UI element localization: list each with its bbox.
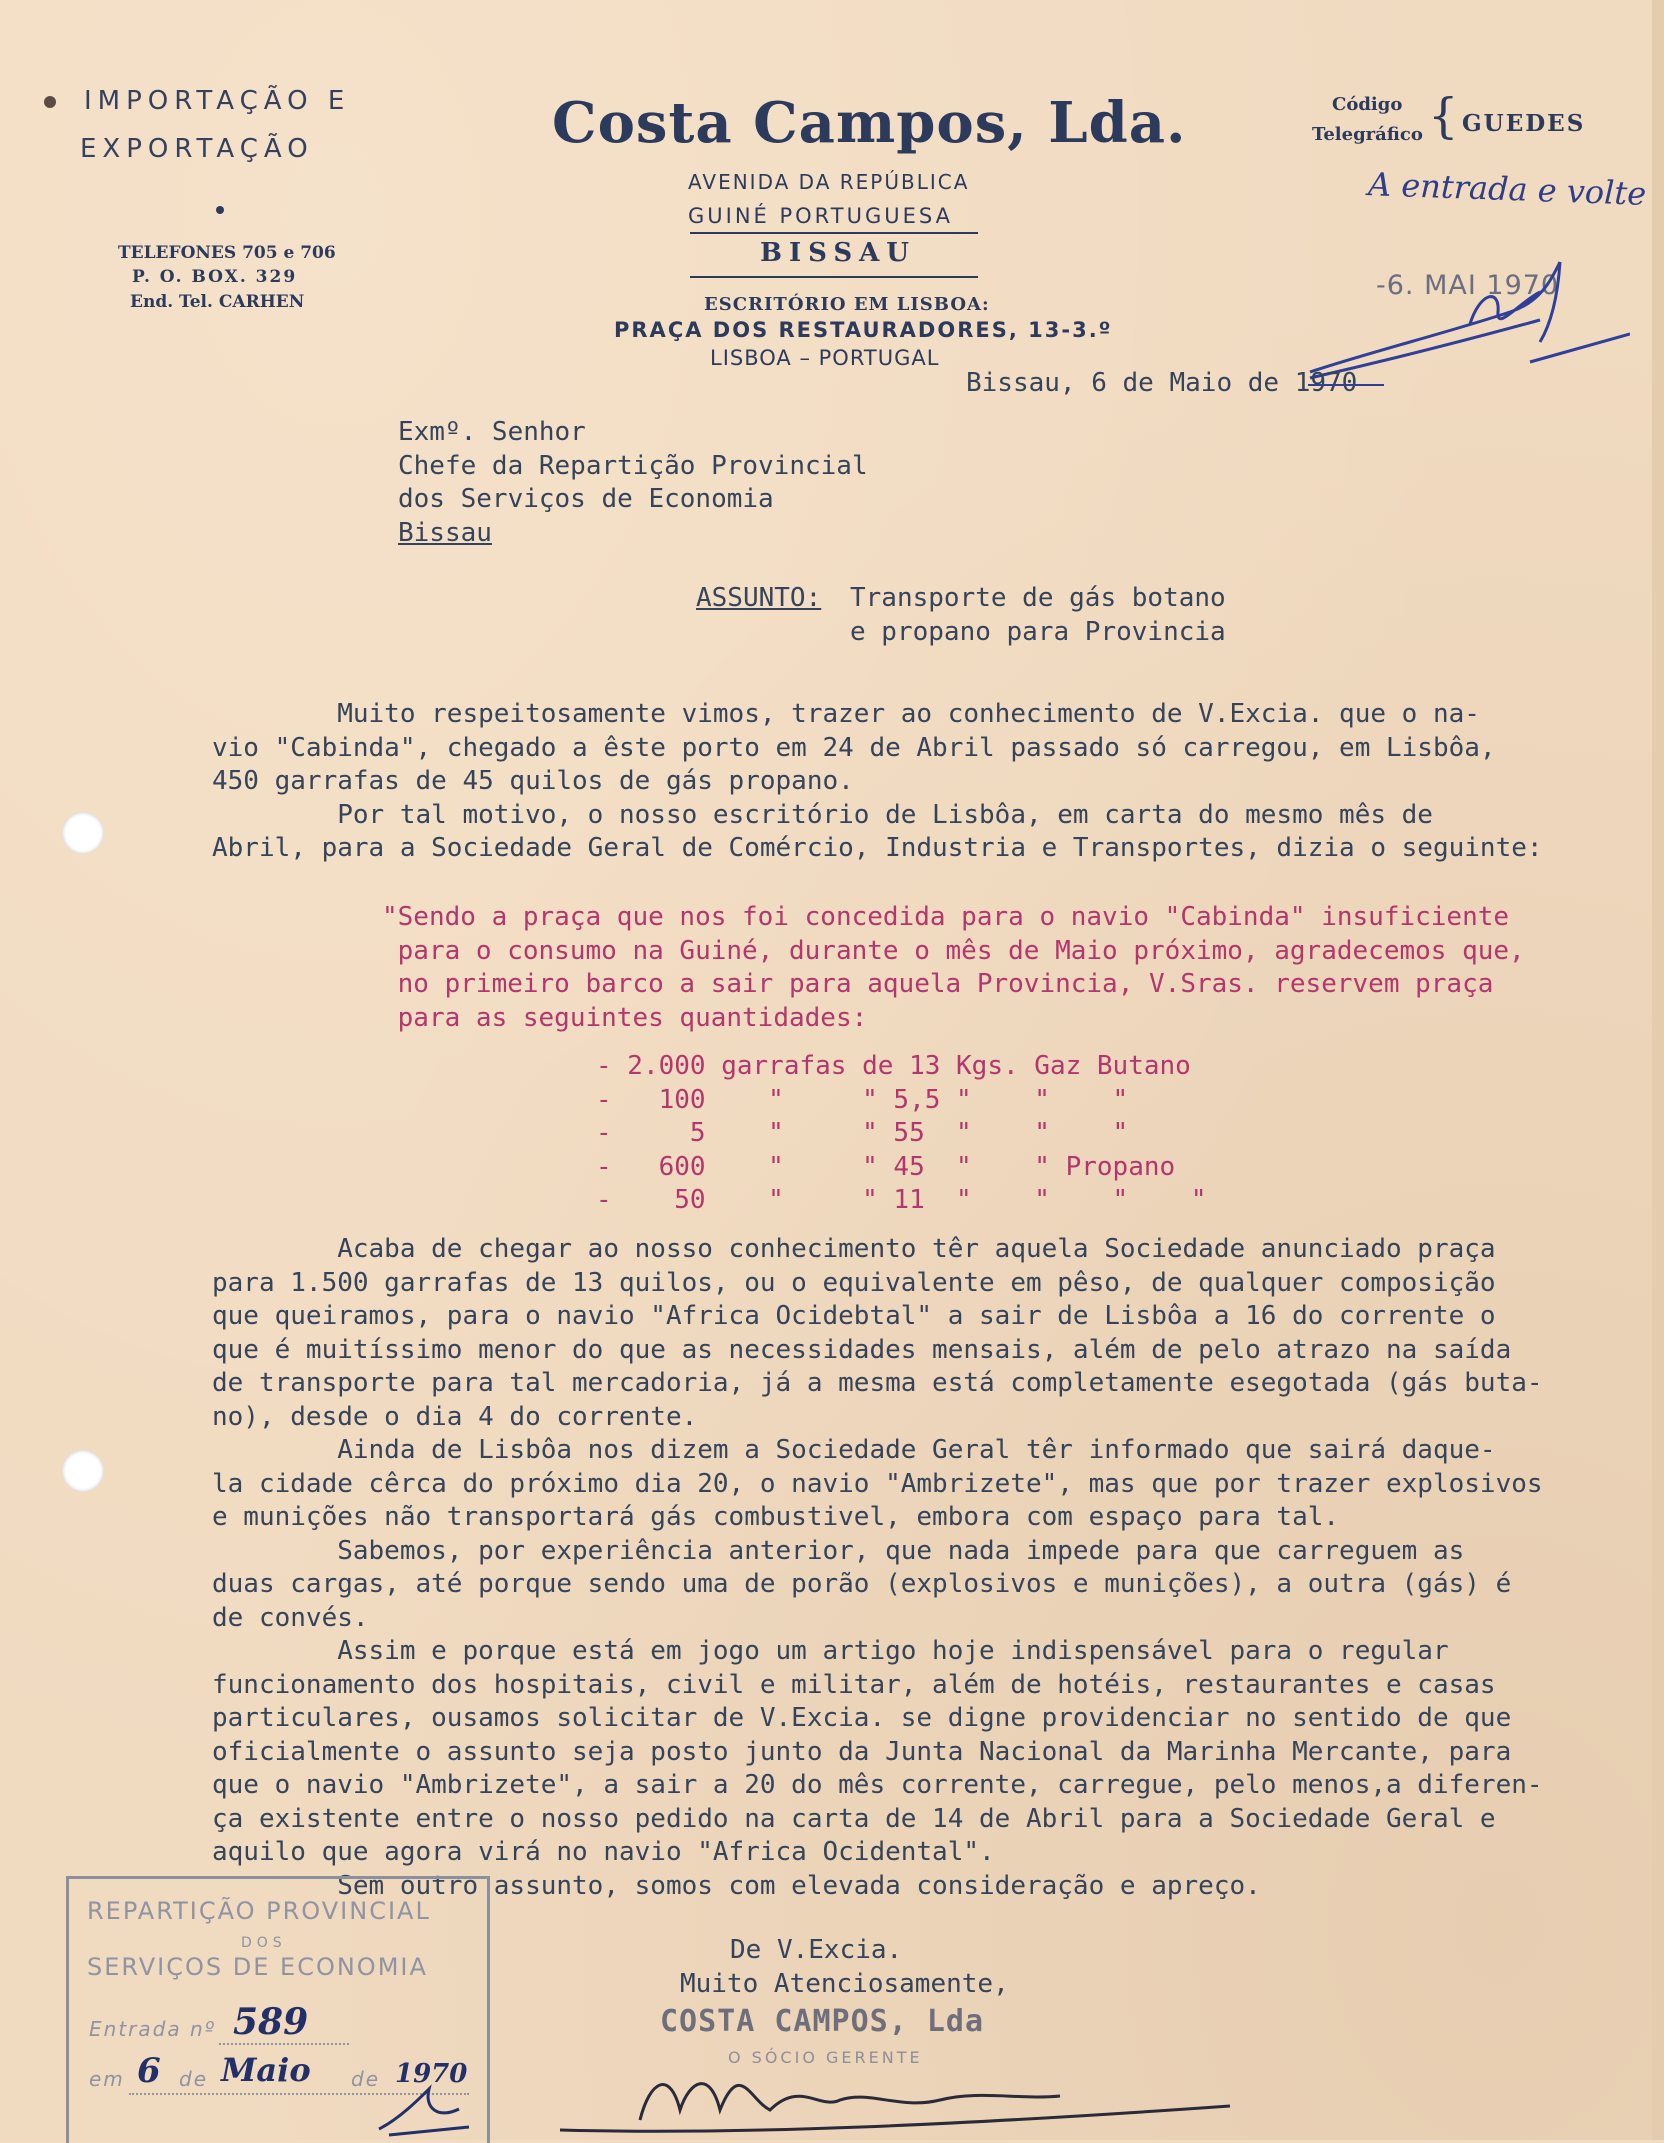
punch-hole-top: [62, 812, 104, 854]
body-line: Muito respeitosamente vimos, trazer ao conhecimento de V.Excia. que o na-: [212, 699, 1480, 729]
letterhead-export: EXPORTAÇÃO: [80, 134, 314, 164]
recipient-line-1: Exmº. Senhor: [398, 417, 586, 447]
quote-block: [382, 901, 1525, 1035]
quote-line: para as seguintes quantidades:: [382, 1002, 868, 1033]
date-stamp: -6. MAI 1970: [1376, 270, 1560, 301]
body-line: Abril, para a Sociedade Geral de Comércio, Industria e Transportes, dizia o seguinte:: [212, 833, 1543, 863]
signature: [540, 2040, 1240, 2140]
stamp-line-1: REPARTIÇÃO PROVINCIAL: [87, 1897, 431, 1925]
body-line: que é muitíssimo menor do que as necessidades mensais, além de pelo atrazo na saída: [212, 1334, 1512, 1365]
quantity-row: - 600 " " 45 " " Propano: [596, 1151, 1176, 1182]
company-city: BISSAU: [760, 238, 916, 268]
stamp-entry-rule: [219, 2043, 349, 2045]
quantity-row: - 50 " " 11 " " " ": [596, 1185, 1207, 1215]
quote-line: para o consumo na Guiné, durante o mês de Maio próximo, agradecemos que,: [382, 935, 1525, 966]
body-line: que queiramos, para o navio "Africa Ocidebtal" a sair de Lisbôa a 16 do corrente o: [212, 1301, 1496, 1331]
quantities-list: [596, 1050, 1206, 1218]
body-line: que o navio "Ambrizete", a sair a 20 do mês corrente, carregue, pelo menos,a diferen-: [212, 1770, 1543, 1800]
body-line: Sem outro assunto, somos com elevada consideração e apreço.: [212, 1870, 1261, 1901]
stamp-de-1: de: [179, 2067, 208, 2091]
company-address-2: GUINÉ PORTUGUESA: [688, 204, 953, 228]
body-line: para 1.500 garrafas de 13 quilos, ou o equivalente em pêso, de qualquer composição: [212, 1267, 1496, 1298]
company-address-1: AVENIDA DA REPÚBLICA: [688, 170, 970, 194]
body-line: Ainda de Lisbôa nos dizem a Sociedade Geral têr informado que sairá daque-: [212, 1435, 1496, 1465]
year-strike: [1308, 384, 1384, 386]
stamp-line-3: SERVIÇOS DE ECONOMIA: [87, 1953, 428, 1981]
handwritten-note: A entrada e volte: [1367, 165, 1647, 213]
closing-line-2: Muito Atenciosamente,: [680, 1969, 1009, 1999]
stamp-month: Maio: [221, 2051, 311, 2089]
quantity-row: - 5 " " 55 " " ": [596, 1118, 1129, 1148]
lisbon-address: PRAÇA DOS RESTAURADORES, 13-3.º: [614, 318, 1113, 342]
body-paragraphs-1: [212, 698, 1543, 866]
lisbon-city: LISBOA – PORTUGAL: [710, 346, 940, 370]
body-line: funcionamento dos hospitais, civil e militar, além de hotéis, restaurantes e casas: [212, 1669, 1496, 1700]
code-value: GUEDES: [1462, 110, 1586, 137]
subject-label: ASSUNTO:: [696, 583, 822, 613]
stamp-initials: [369, 2079, 479, 2139]
recipient-line-3: dos Serviços de Economia: [398, 484, 774, 514]
body-line: e munições não transportará gás combustivel, embora com espaço para tal.: [212, 1502, 1340, 1532]
code-label-1: Código: [1332, 94, 1403, 115]
bullet-dot: [44, 96, 56, 108]
body-line: duas cargas, até porque sendo uma de porão (explosivos e munições), a outra (gás) é: [212, 1569, 1512, 1599]
paper-edge: [1652, 0, 1664, 2140]
body-line: particulares, ousamos solicitar de V.Excia. se digne providenciar no sentido de que: [212, 1703, 1512, 1733]
body-line: vio "Cabinda", chegado a êste porto em 24 de Abril passado só carregou, em Lisbôa,: [212, 732, 1496, 763]
lisbon-office-label: ESCRITÓRIO EM LISBOA:: [704, 294, 990, 315]
company-name: Costa Campos, Lda.: [552, 90, 1187, 156]
stamp-year: 1970: [395, 2059, 468, 2089]
stamp-day: 6: [137, 2051, 161, 2091]
role-stamp: O SÓCIO GERENTE: [728, 2048, 923, 2067]
body-line: Por tal motivo, o nosso escritório de Lisbôa, em carta do mesmo mês de: [212, 799, 1433, 830]
code-label-2: Telegráfico: [1312, 124, 1423, 145]
letterhead-phones: TELEFONES 705 e 706: [118, 243, 336, 263]
city-rule-bottom: [690, 276, 978, 278]
stamp-de-2: de: [351, 2067, 380, 2091]
company-signature-stamp: COSTA CAMPOS, Lda: [660, 2004, 985, 2039]
body-line: ça existente entre o nosso pedido na carta de 14 de Abril para a Sociedade Geral e: [212, 1803, 1496, 1834]
body-line: de transporte para tal mercadoria, já a mesma está completamente esegotada (gás buta-: [212, 1368, 1543, 1398]
quantity-row: - 100 " " 5,5 " " ": [596, 1084, 1129, 1115]
closing-line-1: De V.Excia.: [730, 1935, 903, 1965]
date-line: Bissau, 6 de Maio de 1970: [966, 368, 1358, 398]
letterhead-pobox: P. O. BOX. 329: [132, 267, 298, 287]
body-line: no), desde o dia 4 do corrente.: [212, 1401, 698, 1432]
stamp-date-prefix: em: [89, 2067, 125, 2091]
subject-line-1: Transporte de gás botano: [850, 583, 1226, 613]
letterhead-dot: [216, 206, 224, 214]
body-line: oficialmente o assunto seja posto junto da Junta Nacional da Marinha Mercante, para: [212, 1736, 1512, 1767]
quote-line: "Sendo a praça que nos foi concedida para o navio "Cabinda" insuficiente: [382, 902, 1510, 932]
body-line: la cidade cêrca do próximo dia 20, o navio "Ambrizete", mas que por trazer explosivos: [212, 1468, 1543, 1499]
body-line: aquilo que agora virá no navio "Africa Ocidental".: [212, 1837, 995, 1867]
city-rule-top: [690, 232, 978, 234]
stamp-entry-label: Entrada nº: [89, 2017, 217, 2041]
body-line: Sabemos, por experiência anterior, que nada impede para que carreguem as: [212, 1535, 1465, 1566]
body-line: 450 garrafas de 45 quilos de gás propano.: [212, 766, 854, 796]
body-line: de convés.: [212, 1602, 369, 1633]
code-brace: {: [1428, 88, 1459, 144]
subject-line-2: e propano para Provincia: [850, 617, 1226, 647]
punch-hole-bottom: [62, 1450, 104, 1492]
body-paragraphs-2: [212, 1233, 1543, 1903]
letterhead-end-tel: End. Tel. CARHEN: [130, 292, 305, 312]
stamp-entry-number: 589: [233, 2001, 309, 2043]
body-line: Assim e porque está em jogo um artigo hoje indispensável para o regular: [212, 1636, 1449, 1666]
body-line: Acaba de chegar ao nosso conhecimento têr aquela Sociedade anunciado praça: [212, 1234, 1496, 1264]
quantity-row: - 2.000 garrafas de 13 Kgs. Gaz Butano: [596, 1051, 1191, 1081]
receipt-stamp: [66, 1876, 490, 2143]
recipient-city: Bissau: [398, 518, 492, 548]
letterhead-import: IMPORTAÇÃO E: [84, 86, 351, 116]
quote-line: no primeiro barco a sair para aquela Provincia, V.Sras. reservem praça: [382, 969, 1494, 999]
stamp-line-2: DOS: [241, 1935, 287, 1951]
recipient-line-2: Chefe da Repartição Provincial: [398, 451, 868, 481]
